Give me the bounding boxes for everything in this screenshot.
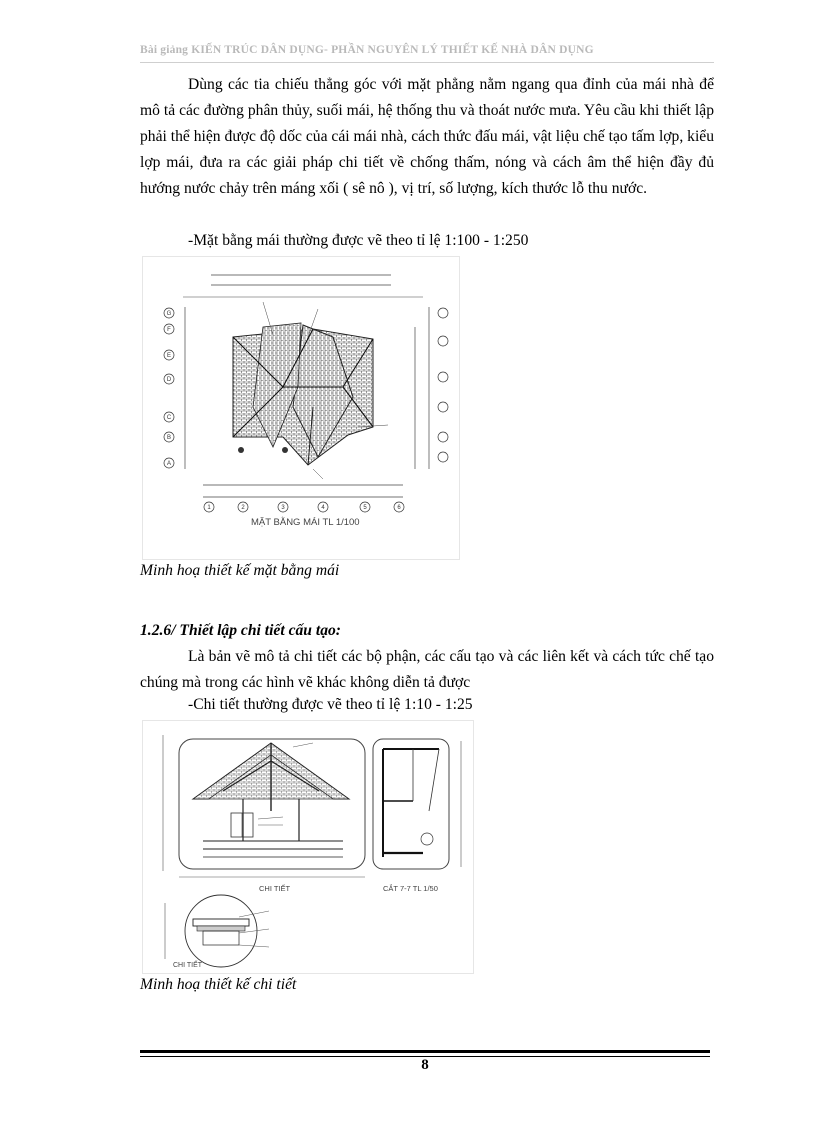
- header-rule: [140, 62, 714, 63]
- intro-paragraph-text: Dùng các tia chiếu thẳng góc với mặt phẳng nằm ngang qua đỉnh của mái nhà để mô tả các đường phân thủy, suối mái, hệ thống thu và thoát nước mưa. Yêu cầu khi thiết lập phải thể hiện được độ dốc của cái mái nhà, cách thức đấu mái, vật liệu chế tạo tấm lợp, kiểu lợp mái, đưa ra các giải pháp chi tiết về chống thấm, nóng và cách âm thể hiện đầy đủ hướng nước chảy trên máng xối ( sê nô ), vị trí, số lượng, kích thước lỗ thu nước.: [140, 76, 714, 197]
- grid-letter-d: D: [166, 377, 172, 383]
- grid-letter-f: F: [167, 327, 171, 333]
- detail-caption: Minh hoạ thiết kế chi tiết: [140, 976, 297, 993]
- grid-number-2: 2: [241, 505, 245, 511]
- grid-number-4: 4: [321, 505, 325, 511]
- grid-number-5: 5: [363, 505, 367, 511]
- section-heading: 1.2.6/ Thiết lập chi tiết cấu tạo:: [140, 622, 341, 639]
- roof-plan-caption: Minh hoạ thiết kế mặt bằng mái: [140, 562, 340, 579]
- roof-scale-note: -Mặt bằng mái thường được vẽ theo tỉ lệ 1:100 - 1:250: [188, 232, 529, 249]
- detail-label-2: CHI TIẾT: [173, 962, 203, 969]
- roof-plan-drawing-title: MẶT BẰNG MÁI TL 1/100: [251, 517, 360, 528]
- detail-label: CHI TIẾT: [259, 884, 291, 893]
- intro-paragraph: [140, 72, 714, 202]
- grid-number-1: 1: [207, 505, 211, 511]
- grid-letter-a: A: [166, 461, 172, 467]
- grid-letter-b: B: [166, 435, 172, 441]
- page-number: 8: [421, 1057, 429, 1073]
- detail-scale-note: -Chi tiết thường được vẽ theo tỉ lệ 1:10 - 1:25: [188, 696, 473, 713]
- section-label: CẮT 7-7 TL 1/50: [383, 884, 438, 893]
- section-paragraph: [140, 644, 714, 696]
- grid-letter-e: E: [166, 353, 172, 359]
- grid-number-6: 6: [397, 505, 401, 511]
- grid-number-3: 3: [281, 505, 285, 511]
- section-paragraph-text: Là bản vẽ mô tả chi tiết các bộ phận, các cấu tạo và các liên kết và cách tức chế tạo chúng mà trong các hình vẽ khác không diễn tả được: [140, 648, 714, 691]
- grid-letter-c: C: [166, 415, 172, 421]
- page-header: Bài giảng KIẾN TRÚC DÂN DỤNG- PHẦN NGUYÊN LÝ THIẾT KẾ NHÀ DÂN DỤNG: [140, 44, 594, 56]
- detail-figure: [142, 720, 474, 974]
- footer-rule-thick: [140, 1050, 710, 1053]
- grid-letter-g: G: [166, 311, 172, 317]
- roof-plan-figure: [142, 256, 460, 560]
